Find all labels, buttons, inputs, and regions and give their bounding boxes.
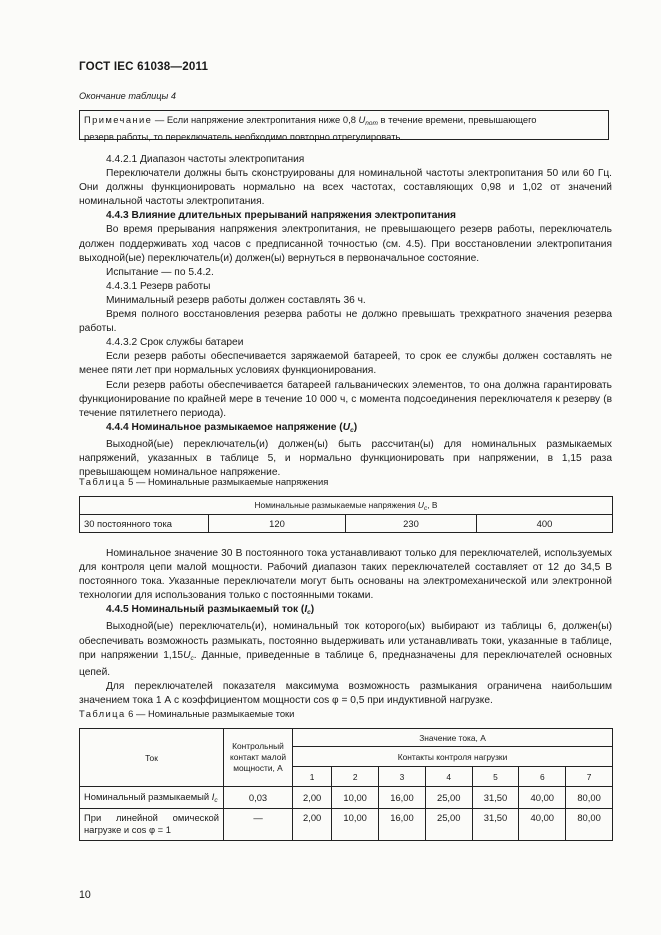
paragraph: Время полного восстановления резерва работы не должно превышать трехкратного значения резерва работы. xyxy=(79,309,612,335)
paragraph: Во время прерывания напряжения электропитания, не превышающего резерв работы, переключатель должен поддерживать ход часов с предписанной точностью (см. 4.5). При восстановлении электропитания выходной(ые) переключатель(и) должен(ы) вернуться в первоначальное состояние. xyxy=(79,224,612,264)
table-cell: 16,00 xyxy=(379,787,426,809)
paragraph: Если резерв работы обеспечивается батареей гальванических элементов, то она должна гарантировать функционирование по крайней мере в течение 10 000 ч, с момента подсоединения переключателя к резерву (в течение пятилетнего периода). xyxy=(79,379,612,419)
table-cell: Номинальный размыкаемый $I_c$ xyxy=(80,787,224,809)
paragraph: Выходной(ые) переключатель(и), номинальный ток которого(ых) выбирают из таблицы 6, должен(ы) обеспечивать возможность размыкать, постоянно выдерживать или устанавливать токи, указанные в таблице, при напряжении $1,15U_c$. Данные, приведенные в таблице 6, предназначены для переключателей основных цепей. xyxy=(79,621,612,678)
paragraph: Испытание — по 5.4.2. xyxy=(106,266,214,278)
clause-4-4-2-1: 4.4.2.1 Диапазон частоты электропитания xyxy=(106,154,305,165)
note-label: Примечание xyxy=(84,114,153,125)
paragraph: Для переключателей показателя максимума возможность размыкания ограничена наибольшим значением тока 1 А с коэффициентом мощности cos φ = 0,5 при индуктивной нагрузке. xyxy=(79,680,612,706)
table6-caption: Таблица 6 — Номинальные размыкаемые токи xyxy=(79,708,295,719)
table-cell: 40,00 xyxy=(519,787,566,809)
table-row xyxy=(80,787,613,809)
table-cell: 40,00 xyxy=(519,809,566,841)
table-row xyxy=(80,515,613,533)
table-cell: 2,00 xyxy=(293,787,332,809)
load-number: 7 xyxy=(566,767,613,787)
table-cell: 25,00 xyxy=(425,809,472,841)
table6 xyxy=(79,728,613,841)
paragraph: Переключатели должны быть сконструированы для номинальной частоты электропитания 50 или 60 Гц. Они должны функционировать нормально на всех частотах, составляющих 0,98 и 1,02 от значений номинальной частоты электропитания. xyxy=(79,168,612,208)
table-cell: 30 постоянного тока xyxy=(80,515,209,533)
load-number: 1 xyxy=(293,767,332,787)
load-number: 4 xyxy=(425,767,472,787)
table-cell: 230 xyxy=(346,515,477,533)
table4-note-box xyxy=(79,110,609,140)
table-cell: 80,00 xyxy=(566,809,613,841)
table6-col-value: Значение тока, А xyxy=(293,729,613,747)
table-cell: 80,00 xyxy=(566,787,613,809)
note-line-1: Примечание — Если напряжение электропитания ниже 0,8 $U_{nom}$ в течение времени, превышающего xyxy=(84,114,537,127)
table-cell: При линейной омической нагрузке и cos φ = 1 xyxy=(80,809,224,841)
table-cell: 0,03 xyxy=(224,787,293,809)
table-cell: 25,00 xyxy=(425,787,472,809)
clause-4-4-3-2: 4.4.3.2 Срок службы батареи xyxy=(106,337,244,349)
paragraph: Номинальное значение 30 В постоянного тока устанавливают только для переключателей, используемых для контроля цепи малой мощности. Рабочий диапазон таких переключателей составляет от 12 до 34,5 В постоянного тока. Указанные переключатели могут быть основаны на электромеханической или электронной технологии для использования только с постоянными токами. xyxy=(79,548,612,602)
table-cell: 16,00 xyxy=(379,809,426,841)
table6-col-low-power: Контрольный контакт малой мощности, А xyxy=(224,729,293,787)
paragraph: Если резерв работы обеспечивается заряжаемой батареей, то срок ее службы должен составлять не менее пяти лет при нормальных условиях функционирования. xyxy=(79,351,612,377)
table-row xyxy=(80,809,613,841)
table-cell: 2,00 xyxy=(293,809,332,841)
paragraph: Минимальный резерв работы должен составлять 36 ч. xyxy=(106,294,366,306)
paragraph: Выходной(ые) переключатель(и) должен(ы) быть рассчитан(ы) для номинальных размыкаемых напряжений, указанных в таблице 5, и нормально функционировать при напряжении, в 1,15 раза превышающем номинальное напряжение. xyxy=(79,438,612,479)
load-number: 3 xyxy=(379,767,426,787)
table5-header: Номинальные размыкаемые напряжения $U_c$, В xyxy=(80,497,613,515)
table-cell: 31,50 xyxy=(472,809,519,841)
heading-4-4-5: 4.4.5 Номинальный размыкаемый ток $(I_c)$ xyxy=(106,604,315,617)
page-number: 10 xyxy=(79,889,91,901)
load-number: 5 xyxy=(472,767,519,787)
table-cell: — xyxy=(224,809,293,841)
heading-4-4-4: 4.4.4 Номинальное размыкаемое напряжение $(U_c)$ xyxy=(106,421,358,434)
table-continuation-caption: Окончание таблицы 4 xyxy=(79,91,176,101)
load-number: 2 xyxy=(332,767,379,787)
heading-4-4-3: 4.4.3 Влияние длительных прерываний напряжения электропитания xyxy=(106,210,456,222)
table5-caption: Таблица 5 — Номинальные размыкаемые напряжения xyxy=(79,476,329,487)
clause-4-4-3-1: 4.4.3.1 Резерв работы xyxy=(106,280,211,292)
table-cell: 120 xyxy=(209,515,346,533)
table6-col-load: Контакты контроля нагрузки xyxy=(293,747,613,767)
main-text xyxy=(79,153,612,480)
table5 xyxy=(79,496,613,533)
table-cell: 10,00 xyxy=(332,787,379,809)
table-cell: 10,00 xyxy=(332,809,379,841)
table-cell: 400 xyxy=(477,515,613,533)
table-cell: 31,50 xyxy=(472,787,519,809)
load-number: 6 xyxy=(519,767,566,787)
main-text-2 xyxy=(79,547,612,708)
table6-col-current: Ток xyxy=(80,729,224,787)
document-header: ГОСТ IEC 61038—2011 xyxy=(79,60,209,73)
note-line-2: резерв работы, то переключатель необходимо повторно отрегулировать. xyxy=(84,130,403,142)
